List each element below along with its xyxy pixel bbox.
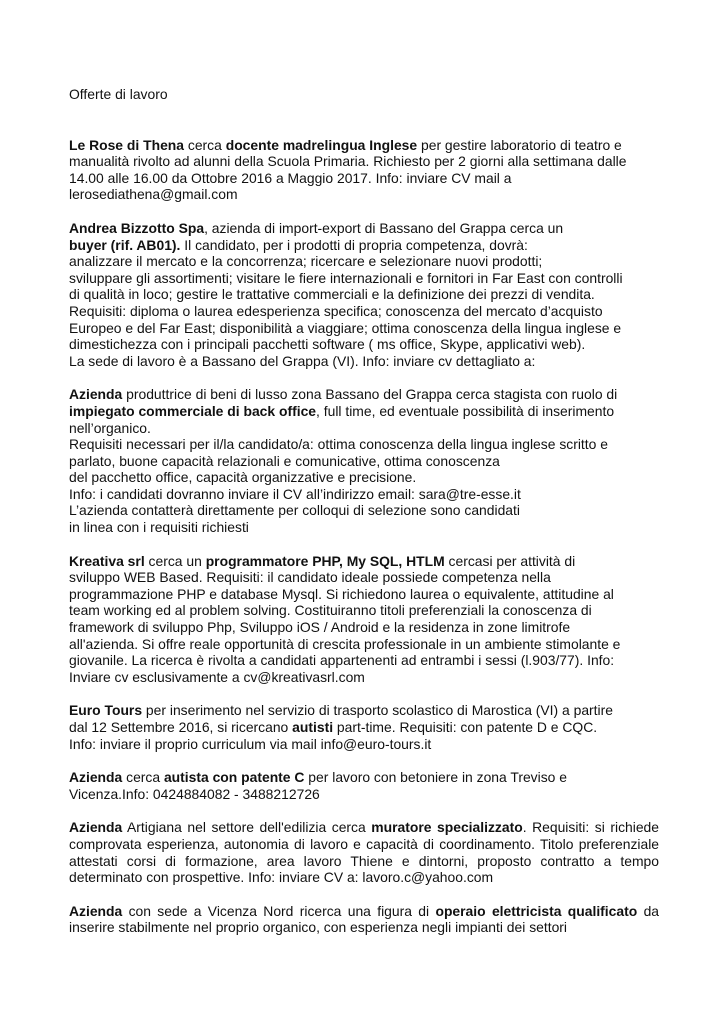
bold-text: Azienda: [69, 819, 123, 836]
text-run: 14.00 alle 16.00 da Ottobre 2016 a Maggio 2017. Info: inviare CV mail a: [69, 169, 512, 186]
job-ad: [69, 769, 659, 802]
text-run: part-time. Requisiti: con patente D e CQC.: [333, 719, 598, 735]
job-ad: [69, 553, 659, 686]
bold-text: muratore specializzato: [371, 819, 523, 836]
text-run: richiede comprovata esperienza, autonomia di lavoro e capacità di coordinamento. Titolo: [69, 819, 660, 852]
bold-text: autisti: [292, 719, 334, 735]
job-ads-list: [69, 137, 659, 936]
text-run: a tempo determinato con prospettive. Info: inviare CV a: lavoro.c@yahoo.com: [69, 852, 659, 886]
job-ad-text: [69, 137, 659, 203]
text-run: Info: i candidati dovranno inviare il CV all’indirizzo email: sara@tre-esse.it: [69, 485, 521, 502]
job-ad-text: [69, 903, 659, 936]
bold-text: programmatore PHP, My SQL, HTLM: [205, 552, 445, 569]
document-title: Offerte di lavoro: [69, 86, 168, 102]
bold-text: Azienda: [69, 386, 123, 403]
job-ad: [69, 220, 659, 369]
text-run: team working ed al problem solving. Costituiranno titoli preferenziali la conoscenza di: [69, 602, 592, 619]
text-run: Requisiti necessari per il/la candidato/a: ottima conoscenza della lingua inglese scritto e: [69, 436, 608, 453]
bold-text: Euro Tours: [69, 702, 143, 719]
text-run: con sede a Vicenza Nord ricerca una figura di: [122, 902, 436, 919]
text-run: nell’organico.: [69, 419, 151, 436]
text-run: per lavoro con betoniere in zona Treviso e: [304, 769, 567, 786]
text-run: Info: inviare il proprio curriculum via mail info@euro-tours.it: [69, 735, 432, 752]
text-run: giovanile. La ricerca è rivolta a candidati appartenenti ad entrambi i sessi (l.903/77). Info:: [69, 652, 615, 669]
document-page: [69, 86, 659, 953]
text-run: . Requisiti: si: [522, 819, 605, 836]
text-run: La sede di lavoro è a Bassano del Grappa (VI). Info: inviare cv dettagliato a:: [69, 352, 536, 369]
text-run: sviluppare gli assortimenti; visitare le fiere internazionali e fornitori in Far East con controlli: [69, 269, 623, 286]
text-run: Vicenza.Info: 0424884082 - 3488212726: [69, 785, 320, 802]
bold-text: autista con patente C: [163, 769, 305, 786]
text-run: all'azienda. Si offre reale opportunità di crescita professionale in un ambiente stimolante e: [69, 635, 621, 652]
text-run: cerca: [122, 769, 164, 786]
text-run: produttrice di beni di lusso zona Bassano del Grappa cerca stagista con ruolo di: [122, 386, 618, 403]
text-run: lerosediathena@gmail.com: [69, 186, 238, 203]
job-ad-text: [69, 386, 659, 535]
job-ad: [69, 386, 659, 535]
bold-text: operaio elettricista qualificato: [435, 902, 638, 919]
text-run: L’azienda contatterà direttamente per colloqui di selezione sono candidati: [69, 502, 520, 519]
bold-text: impiegato commerciale di back office: [69, 402, 317, 419]
text-run: per inserimento nel servizio di trasporto scolastico di Marostica (VI) a partire: [142, 702, 613, 719]
text-run: Artigiana nel settore dell'edilizia cerca: [122, 819, 372, 836]
job-ad-text: [69, 702, 659, 752]
job-ad-text: [69, 553, 659, 686]
text-run: analizzare il mercato e la concorrenza; ricercare e selezionare nuovi prodotti;: [69, 253, 543, 270]
bold-text: Le Rose di Thena: [69, 136, 185, 153]
text-run: , azienda di import-export di Bassano del Grappa cerca un: [204, 219, 564, 236]
text-run: per gestire laboratorio di teatro e: [417, 136, 622, 153]
text-run: cerca: [184, 136, 226, 153]
bold-text: docente madrelingua Inglese: [225, 136, 418, 153]
text-run: parlato, buone capacità relazionali e comunicative, ottima conoscenza: [69, 452, 500, 469]
text-run: , full time, ed eventuale possibilità di inserimento: [316, 402, 615, 419]
text-run: Inviare cv esclusivamente a cv@kreativasrl.com: [69, 668, 365, 685]
text-run: Requisiti: diploma o laurea edesperienza specifica; conoscenza del mercato d’acquisto: [69, 302, 603, 319]
text-run: cerca un: [144, 552, 206, 569]
text-run: da inserire stabilmente nel proprio organico, con esperienza negli impianti dei settori: [69, 902, 660, 936]
bold-text: Kreativa srl: [69, 552, 145, 569]
text-run: preferenziale attestati corsi di formazione, area lavoro Thiene e dintorni, proposto contratto: [69, 835, 660, 869]
job-ad: [69, 819, 659, 885]
bold-text: Azienda: [69, 902, 123, 919]
text-run: manualità rivolto ad alunni della Scuola Primaria. Richiesto per 2 giorni alla settimana dalle: [69, 153, 627, 170]
job-ad-text: [69, 819, 659, 885]
bold-text: Azienda: [69, 769, 123, 786]
text-run: sviluppo WEB Based. Requisiti: il candidato ideale possiede competenza nella: [69, 569, 551, 586]
text-run: di qualità in loco; gestire le trattative commerciali e la definizione dei prezzi di vendita.: [69, 286, 595, 303]
job-ad: [69, 702, 659, 752]
job-ad: [69, 137, 659, 203]
job-ad-text: [69, 769, 659, 802]
text-run: framework di sviluppo Php, Sviluppo iOS / Android e la residenza in zone limitrofe: [69, 619, 571, 636]
bold-text: Andrea Bizzotto Spa: [69, 219, 205, 236]
text-run: Il candidato, per i prodotti di propria competenza, dovrà:: [180, 236, 528, 253]
job-ad: [69, 903, 659, 936]
text-run: dimestichezza con i principali pacchetti software ( ms office, Skype, applicativi web).: [69, 336, 586, 353]
bold-text: buyer (rif. AB01).: [69, 236, 181, 253]
text-run: del pacchetto office, capacità organizzative e precisione.: [69, 469, 417, 486]
text-run: dal 12 Settembre 2016, si ricercano: [69, 719, 293, 735]
text-run: in linea con i requisiti richiesti: [69, 519, 249, 536]
text-run: programmazione PHP e database Mysql. Si richiedono laurea o equivalente, attitudine al: [69, 585, 614, 602]
text-run: cercasi per attività di: [444, 552, 576, 569]
text-run: Europeo e del Far East; disponibilità a viaggiare; ottima conoscenza della lingua inglese e: [69, 319, 622, 336]
job-ad-text: [69, 220, 659, 369]
